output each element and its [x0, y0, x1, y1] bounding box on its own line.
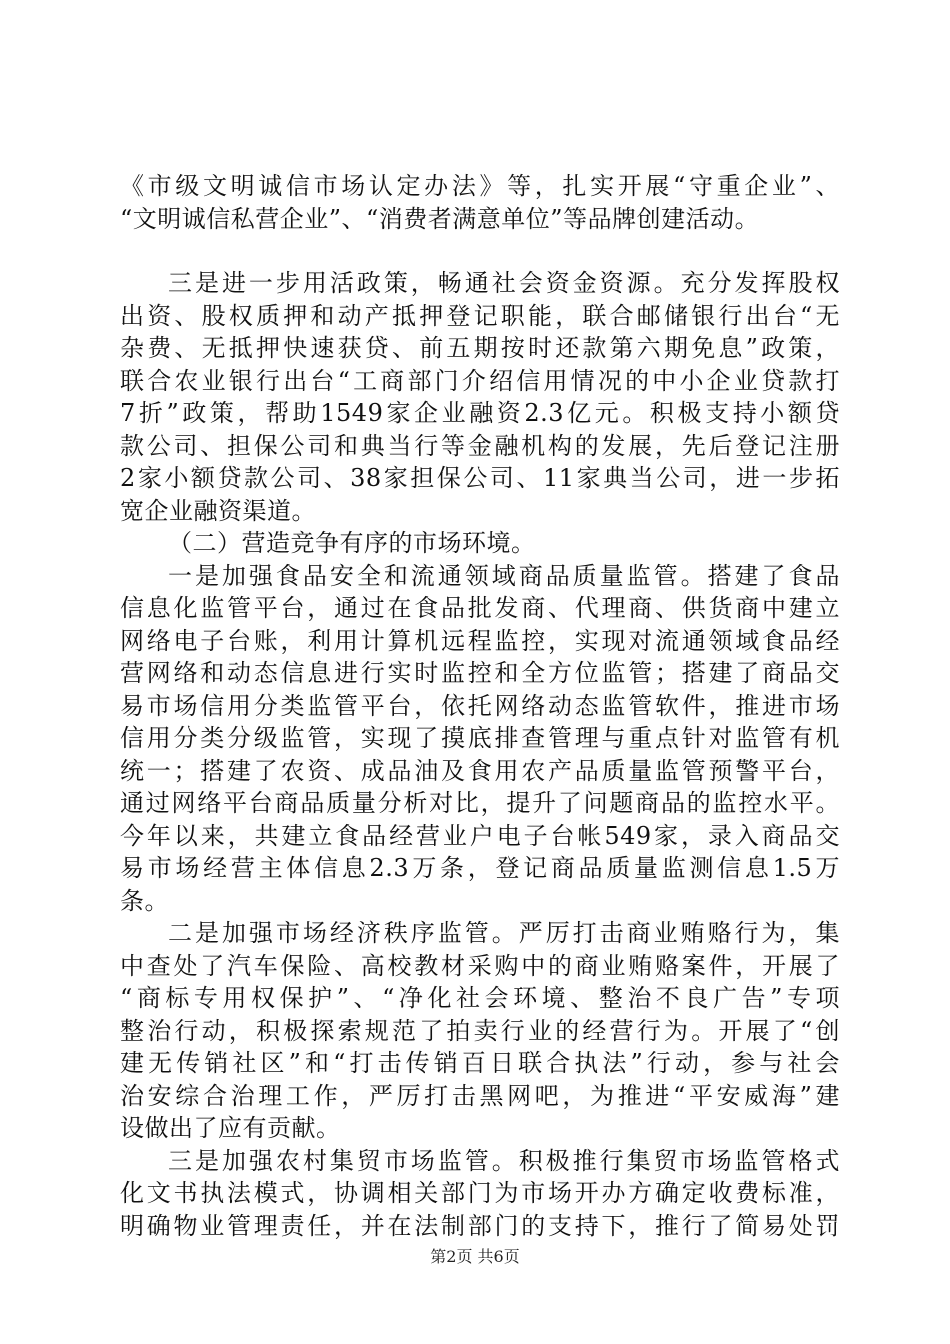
text-line: 三是进一步用活政策，畅通社会资金资源。充分发挥股权 — [168, 269, 840, 297]
text-line: 营网络和动态信息进行实时监控和全方位监管；搭建了商品交 — [120, 659, 840, 687]
text-line: 2家小额贷款公司、38家担保公司、11家典当公司，进一步拓 — [120, 464, 840, 492]
text-line: 通过网络平台商品质量分析对比，提升了问题商品的监控水平。 — [120, 789, 840, 817]
text-line: 今年以来，共建立食品经营业户电子台帐549家，录入商品交 — [120, 821, 840, 850]
text-line: 《市级文明诚信市场认定办法》等，扎实开展“守重企业”、 — [120, 172, 840, 200]
text-line: 杂费、无抵押快速获贷、前五期按时还款第六期免息”政策， — [120, 334, 840, 362]
section-heading: （二）营造竞争有序的市场环境。 — [168, 529, 536, 557]
text-line: 易市场信用分类监管平台，依托网络动态监管软件，推进市场 — [120, 691, 840, 720]
paragraph-gap — [120, 235, 840, 267]
text-line: 明确物业管理责任，并在法制部门的支持下，推行了简易处罚 — [120, 1211, 840, 1240]
text-line: 出资、股权质押和动产抵押登记职能，联合邮储银行出台“无 — [120, 301, 840, 330]
text-line: 信用分类分级监管，实现了摸底排查管理与重点针对监管有机 — [120, 724, 840, 752]
page-number-footer: 第2页 共6页 — [430, 1247, 520, 1266]
text-line: 信息化监管平台，通过在食品批发商、代理商、供货商中建立 — [120, 594, 840, 622]
text-line: 网络电子台账，利用计算机远程监控，实现对流通领域食品经 — [120, 626, 840, 655]
text-line: 设做出了应有贡献。 — [120, 1114, 341, 1142]
text-line: 治安综合治理工作，严厉打击黑网吧，为推进“平安威海”建 — [120, 1081, 840, 1110]
text-line: 三是加强农村集贸市场监管。积极推行集贸市场监管格式 — [168, 1146, 840, 1175]
text-line: 易市场经营主体信息2.3万条，登记商品质量监测信息1.5万 — [120, 854, 840, 882]
text-line: 二是加强市场经济秩序监管。严厉打击商业贿赂行为，集 — [168, 919, 840, 947]
document-body — [120, 170, 840, 1242]
text-line: 宽企业融资渠道。 — [120, 496, 316, 525]
text-line: “商标专用权保护”、“净化社会环境、整治不良广告”专项 — [120, 984, 840, 1012]
text-line: “文明诚信私营企业”、“消费者满意单位”等品牌创建活动。 — [120, 204, 760, 233]
text-line: 条。 — [120, 886, 169, 915]
text-line: 化文书执法模式，协调相关部门为市场开办方确定收费标准， — [120, 1179, 840, 1207]
text-line: 一是加强食品安全和流通领域商品质量监管。搭建了食品 — [168, 561, 840, 590]
text-line: 中查处了汽车保险、高校教材采购中的商业贿赂案件，开展了 — [120, 951, 840, 980]
text-line: 建无传销社区”和“打击传销百日联合执法”行动，参与社会 — [120, 1049, 840, 1077]
text-line: 统一；搭建了农资、成品油及食用农产品质量监管预警平台， — [120, 756, 840, 785]
text-line: 款公司、担保公司和典当行等金融机构的发展，先后登记注册 — [120, 431, 840, 460]
text-line: 整治行动，积极探索规范了拍卖行业的经营行为。开展了“创 — [120, 1016, 840, 1045]
text-line: 7折”政策，帮助1549家企业融资2.3亿元。积极支持小额贷 — [120, 399, 840, 427]
text-line: 联合农业银行出台“工商部门介绍信用情况的中小企业贷款打 — [120, 366, 840, 395]
